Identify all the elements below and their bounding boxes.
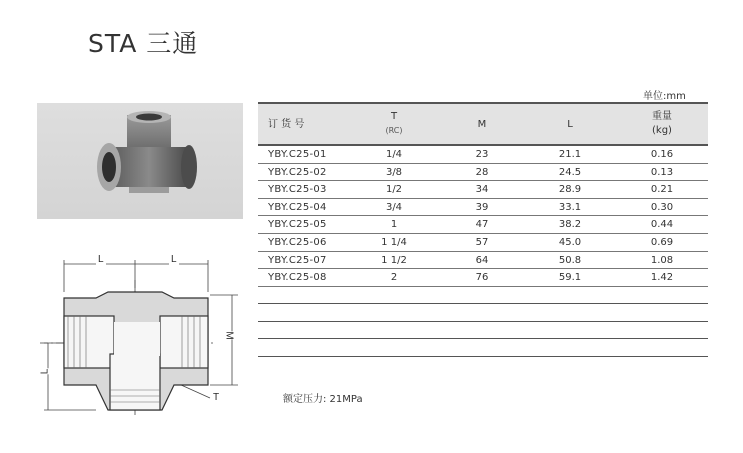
cell-code: YBY.C25-07: [268, 254, 327, 266]
cell-m: 34: [475, 184, 489, 196]
table-header: [258, 102, 708, 146]
table-row: [258, 234, 708, 252]
cell-t: 1 1/2: [381, 254, 407, 266]
cell-m: 23: [475, 149, 489, 160]
cell-m: 39: [475, 201, 489, 213]
header-t-sub: (RC): [385, 126, 403, 135]
empty-row: [258, 339, 708, 357]
cell-t: 3/4: [385, 201, 403, 213]
pressure-note: 额定压力: 21MPa: [283, 394, 363, 405]
table-row: [258, 199, 708, 217]
empty-row: [258, 322, 708, 340]
cell-code: YBY.C25-06: [268, 236, 327, 248]
empty-row: [258, 304, 708, 322]
header-weight-sub: (kg): [652, 125, 672, 136]
header-m: M: [477, 119, 487, 130]
cell-weight: 0.13: [650, 166, 674, 178]
cell-m: 76: [475, 272, 489, 284]
cell-l: 21.1: [558, 149, 582, 160]
cell-l: 45.0: [558, 236, 582, 248]
table-row: [258, 216, 708, 234]
dimension-drawing: [38, 250, 248, 425]
unit-note: 单位:mm: [643, 91, 686, 102]
cell-code: YBY.C25-08: [268, 272, 327, 284]
header-weight: [632, 110, 692, 138]
dim-l-top-right: L: [171, 254, 177, 265]
cell-code: YBY.C25-02: [268, 166, 327, 178]
cell-t: 1/2: [385, 184, 403, 196]
cell-code: YBY.C25-03: [268, 184, 327, 196]
table-row: [258, 252, 708, 270]
cell-weight: 0.21: [650, 184, 674, 196]
cell-l: 59.1: [558, 272, 582, 284]
cell-weight: 0.44: [650, 219, 674, 231]
cell-l: 24.5: [558, 166, 582, 178]
spec-table: [258, 102, 708, 357]
cell-code: YBY.C25-05: [268, 219, 327, 231]
cell-weight: 0.69: [650, 236, 674, 248]
header-code: 订 货 号: [268, 119, 305, 130]
cell-l: 38.2: [558, 219, 582, 231]
cell-t: 1 1/4: [381, 236, 407, 248]
cell-t: 1: [390, 219, 398, 231]
cell-l: 28.9: [558, 184, 582, 196]
cell-t: 1/4: [385, 149, 403, 160]
table-row: [258, 146, 708, 164]
dim-l-top-left: L: [98, 254, 104, 265]
header-t: [364, 110, 424, 138]
cell-t: 3/8: [385, 166, 403, 178]
page-title: STA 三通: [88, 29, 199, 58]
table-row: [258, 164, 708, 182]
cell-l: 33.1: [558, 201, 582, 213]
cell-l: 50.8: [558, 254, 582, 266]
empty-row: [258, 287, 708, 305]
cell-m: 57: [475, 236, 489, 248]
header-t-label: T: [390, 111, 398, 122]
cell-weight: 1.42: [650, 272, 674, 284]
cell-code: YBY.C25-01: [268, 149, 327, 160]
cell-code: YBY.C25-04: [268, 201, 327, 213]
dim-l-side: L: [39, 368, 51, 375]
cell-weight: 1.08: [650, 254, 674, 266]
cell-m: 64: [475, 254, 489, 266]
dim-t: T: [213, 392, 220, 403]
table-row: [258, 181, 708, 199]
cell-t: 2: [390, 272, 398, 284]
cell-weight: 0.16: [650, 149, 674, 160]
product-photo: [37, 103, 243, 219]
header-l: L: [567, 119, 573, 130]
cell-m: 28: [475, 166, 489, 178]
table-row: [258, 269, 708, 287]
cell-m: 47: [475, 219, 489, 231]
dim-m: M: [223, 331, 235, 340]
tee-fitting-photo: [37, 103, 243, 219]
cell-weight: 0.30: [650, 201, 674, 213]
header-weight-label: 重量: [652, 111, 672, 122]
